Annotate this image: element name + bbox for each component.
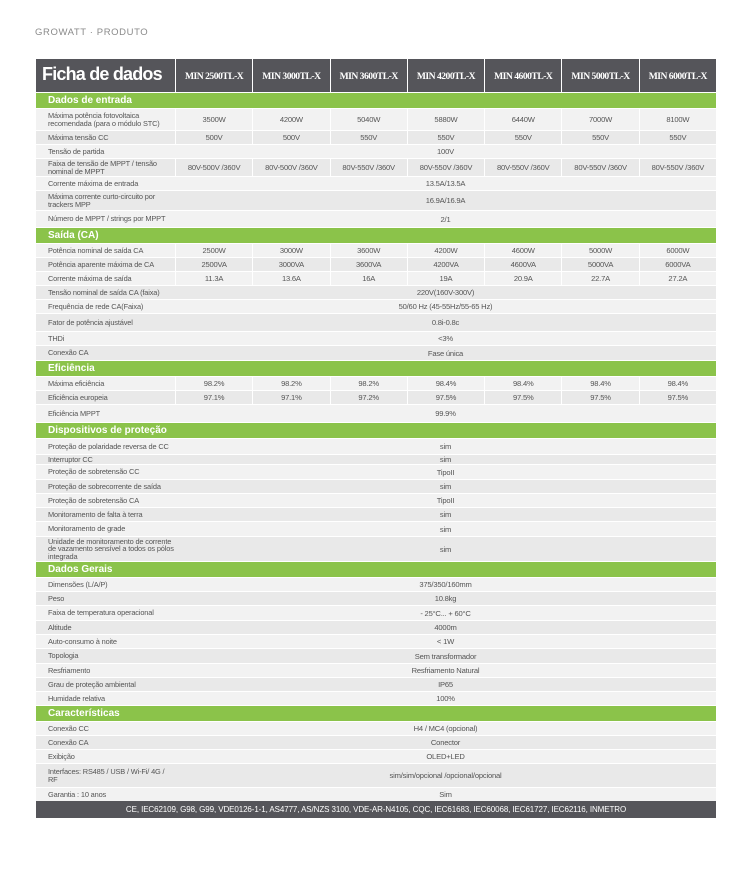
row-values <box>175 145 716 158</box>
value-cell: 3000W <box>252 244 329 257</box>
value-cell: 2500VA <box>175 258 252 271</box>
value-cell: 97.1% <box>175 391 252 404</box>
row-values <box>175 692 716 705</box>
shared-value-cell: 0.8i-0.8c <box>431 318 460 327</box>
model-column-header: MIN 4600TL-X <box>484 59 561 92</box>
shared-value-cell: Fase única <box>427 348 464 358</box>
shared-value-cell: < 1W <box>436 637 455 646</box>
value-cell: 3600VA <box>330 258 407 271</box>
row-label: Conexão CA <box>48 737 89 747</box>
table-row <box>36 721 716 735</box>
section-rows <box>36 376 716 422</box>
value-cell: 19A <box>407 272 484 285</box>
value-cell: 5000W <box>561 244 638 257</box>
value-cell: 97.5% <box>639 391 716 404</box>
value-cell: 97.5% <box>484 391 561 404</box>
row-values <box>175 635 716 648</box>
table-row <box>36 158 716 176</box>
value-cell: 6000VA <box>639 258 716 271</box>
shared-value-cell: 13.5A/13.5A <box>425 179 466 188</box>
row-label: Corrente máxima de entrada <box>48 178 139 188</box>
value-cell: 8100W <box>639 109 716 130</box>
shared-value-cell: IP65 <box>438 680 453 689</box>
row-values <box>175 480 716 493</box>
value-cell: 4200W <box>252 109 329 130</box>
row-values <box>175 764 716 787</box>
shared-value-cell: <3% <box>438 334 453 343</box>
value-cell: 5880W <box>407 109 484 130</box>
row-values <box>175 537 716 561</box>
row-label: Faixa de temperatura operacional <box>48 608 154 618</box>
shared-value-cell: H4 / MC4 (opcional) <box>413 724 478 733</box>
table-row <box>36 577 716 591</box>
row-values <box>175 788 716 801</box>
shared-value-cell: 4000m <box>434 623 457 632</box>
row-label: Proteção de sobrecorrente de saída <box>48 481 161 491</box>
row-label: Potência aparente máxima de CA <box>48 259 155 269</box>
value-cell: 80V-550V /360V <box>407 159 484 176</box>
section-header: Características <box>36 705 716 721</box>
table-row <box>36 313 716 331</box>
row-label: Interruptor CC <box>48 454 93 464</box>
row-label: Monitoramento de grade <box>48 524 126 534</box>
value-cell: 80V-550V /360V <box>330 159 407 176</box>
row-values <box>175 664 716 677</box>
value-cell: 80V-500V /360V <box>252 159 329 176</box>
shared-value-cell: sim <box>439 442 452 451</box>
row-label: Proteção de sobretensão CC <box>48 467 140 477</box>
value-cell: 97.2% <box>330 391 407 404</box>
section-rows <box>36 577 716 705</box>
section-rows <box>36 108 716 227</box>
value-cell: 550V <box>330 131 407 144</box>
row-values <box>175 391 716 404</box>
table-row <box>36 257 716 271</box>
table-row <box>36 108 716 130</box>
value-cell: 7000W <box>561 109 638 130</box>
table-row <box>36 677 716 691</box>
shared-value-cell: sim <box>439 544 452 554</box>
row-values <box>175 592 716 605</box>
table-row <box>36 345 716 360</box>
section-header: Dados de entrada <box>36 92 716 108</box>
section-header: Dispositivos de proteção <box>36 422 716 438</box>
row-values <box>175 405 716 422</box>
shared-value-cell: 99.9% <box>435 409 456 418</box>
value-cell: 4600VA <box>484 258 561 271</box>
table-row <box>36 190 716 210</box>
shared-value-cell: 220V(160V-300V) <box>416 288 475 297</box>
row-label: Peso <box>48 593 65 603</box>
table-row <box>36 130 716 144</box>
row-values <box>175 258 716 271</box>
table-row <box>36 299 716 313</box>
table-row <box>36 536 716 561</box>
row-label: Máxima corrente curto-circuito por trackers MPP <box>48 191 156 209</box>
section-header: Dados Gerais <box>36 561 716 577</box>
value-cell: 13.6A <box>252 272 329 285</box>
row-values <box>175 300 716 313</box>
shared-value-cell: 100V <box>437 147 454 156</box>
row-label: Resfriamento <box>48 665 91 675</box>
section-rows <box>36 721 716 801</box>
value-cell: 3000VA <box>252 258 329 271</box>
table-row <box>36 285 716 299</box>
value-cell: 27.2A <box>639 272 716 285</box>
table-row <box>36 438 716 454</box>
row-label: Interfaces: RS485 / USB / Wi-Fi/ 4G / RF <box>48 766 165 784</box>
value-cell: 550V <box>639 131 716 144</box>
row-label: Tensão de partida <box>48 146 105 156</box>
value-cell: 98.2% <box>330 377 407 390</box>
row-label: Grau de proteção ambiental <box>48 679 136 689</box>
value-cell: 500V <box>252 131 329 144</box>
table-row <box>36 620 716 634</box>
table-row <box>36 605 716 620</box>
table-row <box>36 176 716 190</box>
value-cell: 550V <box>407 131 484 144</box>
table-row <box>36 454 716 464</box>
section-rows <box>36 243 716 360</box>
row-values <box>175 332 716 345</box>
table-row <box>36 390 716 404</box>
value-cell: 22.7A <box>561 272 638 285</box>
row-values <box>175 522 716 536</box>
row-label: Proteção de sobretensão CA <box>48 495 140 505</box>
row-values <box>175 439 716 454</box>
value-cell: 11.3A <box>175 272 252 285</box>
row-values <box>175 272 716 285</box>
value-cell: 98.4% <box>561 377 638 390</box>
row-values <box>175 606 716 620</box>
value-cell: 80V-550V /360V <box>639 159 716 176</box>
section-header: Eficiência <box>36 360 716 376</box>
table-row <box>36 507 716 521</box>
shared-value-cell: Sim <box>439 790 452 799</box>
value-cell: 98.4% <box>639 377 716 390</box>
row-label: Corrente máxima de saída <box>48 273 132 283</box>
row-values <box>175 455 716 464</box>
value-cell: 80V-500V /360V <box>175 159 252 176</box>
value-cell: 98.2% <box>252 377 329 390</box>
table-row <box>36 271 716 285</box>
row-label: Potência nominal de saída CA <box>48 245 144 255</box>
row-values <box>175 649 716 663</box>
row-label: Conexão CA <box>48 348 89 358</box>
row-label: THDi <box>48 333 65 343</box>
row-label: Exibição <box>48 751 75 761</box>
value-cell: 4200VA <box>407 258 484 271</box>
brand-breadcrumb: GROWATT · PRODUTO <box>35 27 149 38</box>
row-label: Máxima tensão CC <box>48 132 109 142</box>
table-row <box>36 634 716 648</box>
shared-value-cell: 2/1 <box>440 214 451 224</box>
table-row <box>36 787 716 801</box>
value-cell: 6000W <box>639 244 716 257</box>
row-values <box>175 494 716 507</box>
value-cell: 3500W <box>175 109 252 130</box>
value-cell: 4600W <box>484 244 561 257</box>
value-cell: 97.5% <box>407 391 484 404</box>
row-values <box>175 722 716 735</box>
table-row <box>36 749 716 763</box>
row-label: Unidade de monitoramento de corrente de vazamento sensível a todos os pólos integrada <box>48 536 174 561</box>
row-values <box>175 244 716 257</box>
value-cell: 6440W <box>484 109 561 130</box>
section-header: Saída (CA) <box>36 227 716 243</box>
value-cell: 80V-550V /360V <box>561 159 638 176</box>
row-values <box>175 177 716 190</box>
value-cell: 98.4% <box>407 377 484 390</box>
row-label: Garantia : 10 anos <box>48 789 107 799</box>
table-row <box>36 464 716 479</box>
row-values <box>175 508 716 521</box>
row-label: Altitude <box>48 622 72 632</box>
row-values <box>175 109 716 130</box>
row-values <box>175 191 716 210</box>
table-row <box>36 521 716 536</box>
row-values <box>175 346 716 360</box>
shared-value-cell: TipoII <box>436 496 455 505</box>
row-values <box>175 211 716 227</box>
model-column-header: MIN 4200TL-X <box>407 59 484 92</box>
shared-value-cell: sim <box>439 510 452 519</box>
table-row <box>36 376 716 390</box>
value-cell: 97.5% <box>561 391 638 404</box>
certifications-footer: CE, IEC62109, G98, G99, VDE0126-1-1, AS4777, AS/NZS 3100, VDE-AR-N4105, CQC, IEC61683, IEC60068, IEC61727, IEC62116, INMETRO <box>36 801 716 818</box>
row-values <box>175 314 716 331</box>
table-row <box>36 691 716 705</box>
row-label: Máxima eficiência <box>48 378 105 388</box>
model-column-header: MIN 5000TL-X <box>561 59 638 92</box>
row-label: Eficiência europeia <box>48 392 108 402</box>
value-cell: 2500W <box>175 244 252 257</box>
row-label: Topologia <box>48 651 79 661</box>
table-row <box>36 210 716 227</box>
value-cell: 5040W <box>330 109 407 130</box>
table-row <box>36 331 716 345</box>
row-label: Tensão nominal de saída CA (faixa) <box>48 287 160 297</box>
shared-value-cell: 100% <box>436 694 455 703</box>
shared-value-cell: TipoII <box>436 467 455 477</box>
row-label: Fator de potência ajustável <box>48 317 133 327</box>
shared-value-cell: OLED+LED <box>426 752 465 761</box>
value-cell: 80V-550V /360V <box>484 159 561 176</box>
row-label: Conexão CC <box>48 723 89 733</box>
shared-value-cell: sim <box>439 524 452 534</box>
shared-value-cell: 10.8kg <box>434 594 457 603</box>
row-values <box>175 377 716 390</box>
row-label: Humidade relativa <box>48 693 106 703</box>
shared-value-cell: 375/350/160mm <box>419 580 472 589</box>
value-cell: 98.2% <box>175 377 252 390</box>
table-row <box>36 493 716 507</box>
shared-value-cell: Conector <box>430 738 461 747</box>
table-row <box>36 243 716 257</box>
row-values <box>175 465 716 479</box>
shared-value-cell: 16.9A/16.9A <box>425 196 466 205</box>
shared-value-cell: Sem transformador <box>414 651 477 661</box>
table-row <box>36 763 716 787</box>
row-values <box>175 678 716 691</box>
row-label: Máxima potência fotovoltaica recomendada (para o módulo STC) <box>48 110 160 128</box>
table-row <box>36 144 716 158</box>
row-values <box>175 621 716 634</box>
value-cell: 98.4% <box>484 377 561 390</box>
value-cell: 97.1% <box>252 391 329 404</box>
table-header <box>36 59 716 92</box>
shared-value-cell: sim/sim/opcional /opcional/opcional <box>389 771 502 780</box>
table-row <box>36 591 716 605</box>
datasheet-table <box>36 59 716 818</box>
table-row <box>36 663 716 677</box>
row-values <box>175 578 716 591</box>
shared-value-cell: sim <box>439 455 452 464</box>
row-label: Número de MPPT / strings por MPPT <box>48 214 166 224</box>
row-values <box>175 159 716 176</box>
row-values <box>175 750 716 763</box>
shared-value-cell: - 25°C... + 60°C <box>420 608 471 618</box>
value-cell: 550V <box>484 131 561 144</box>
model-column-header: MIN 2500TL-X <box>175 59 252 92</box>
model-column-header: MIN 3600TL-X <box>330 59 407 92</box>
table-row <box>36 404 716 422</box>
shared-value-cell: 50/60 Hz (45-55Hz/55-65 Hz) <box>398 302 493 311</box>
value-cell: 20.9A <box>484 272 561 285</box>
value-cell: 4200W <box>407 244 484 257</box>
row-label: Faixa de tensão de MPPT / tensão nominal de MPPT <box>48 158 157 176</box>
shared-value-cell: Resfriamento Natural <box>411 666 480 675</box>
value-cell: 5000VA <box>561 258 638 271</box>
row-label: Frequência de rede CA(Faixa) <box>48 301 144 311</box>
table-row <box>36 735 716 749</box>
table-row <box>36 648 716 663</box>
value-cell: 3600W <box>330 244 407 257</box>
table-row <box>36 479 716 493</box>
row-label: Monitoramento de falta à terra <box>48 509 143 519</box>
row-values <box>175 286 716 299</box>
table-body <box>36 92 716 801</box>
row-values <box>175 131 716 144</box>
row-label: Dimensões (L/A/P) <box>48 579 108 589</box>
value-cell: 16A <box>330 272 407 285</box>
section-rows <box>36 438 716 561</box>
model-column-header: MIN 3000TL-X <box>252 59 329 92</box>
row-label: Eficiência MPPT <box>48 408 100 418</box>
datasheet-title: Ficha de dados <box>42 64 162 84</box>
shared-value-cell: sim <box>439 482 452 491</box>
row-label: Proteção de polaridade reversa de CC <box>48 441 169 451</box>
row-label: Auto-consumo à noite <box>48 636 117 646</box>
value-cell: 500V <box>175 131 252 144</box>
value-cell: 550V <box>561 131 638 144</box>
model-column-header: MIN 6000TL-X <box>639 59 716 92</box>
row-values <box>175 736 716 749</box>
